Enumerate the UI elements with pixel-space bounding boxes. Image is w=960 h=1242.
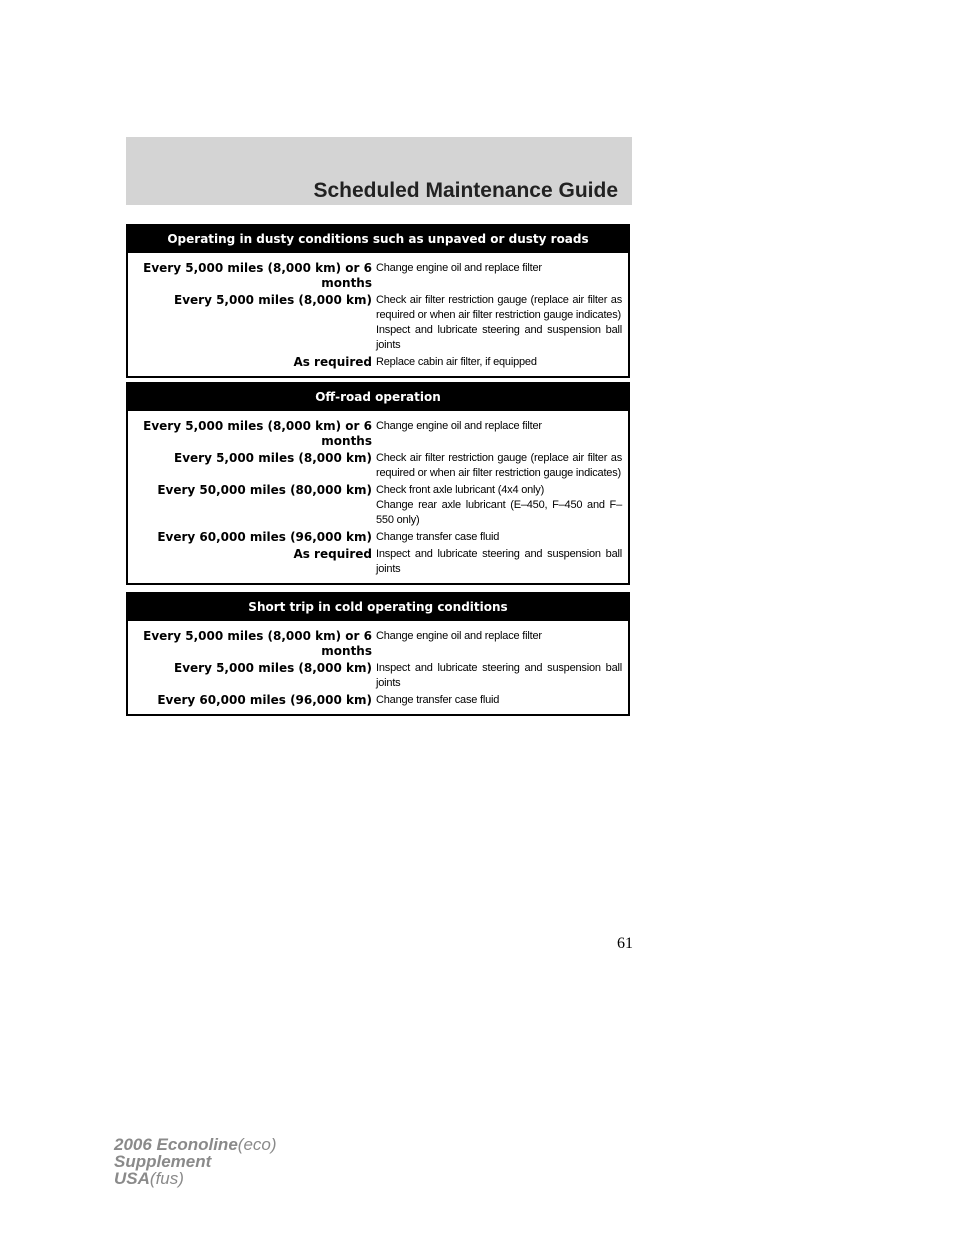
maintenance-table-dusty <box>126 224 630 378</box>
task-text: Inspect and lubricate steering and suspension ball joints <box>376 324 622 351</box>
maintenance-table-short-trip-cold <box>126 592 630 716</box>
table-heading: Short trip in cold operating conditions <box>128 594 628 621</box>
task-text: Check air filter restriction gauge (replace air filter as required or when air filter restriction gauge indicates) <box>376 452 622 479</box>
table-row <box>128 530 628 545</box>
footer-supplement: Supplement <box>114 1152 212 1171</box>
task-text: Inspect and lubricate steering and suspension ball joints <box>376 548 622 575</box>
header-band <box>126 137 632 205</box>
table-row <box>128 547 628 577</box>
interval-label: Every 5,000 miles (8,000 km) or 6 months <box>143 261 372 290</box>
task-text: Change transfer case fluid <box>376 694 500 706</box>
maintenance-table-off-road <box>126 382 630 585</box>
interval-label: Every 50,000 miles (80,000 km) <box>157 483 372 497</box>
table-row <box>128 629 628 659</box>
task-text: Check air filter restriction gauge (replace air filter as required or when air filter restriction gauge indicates) <box>376 294 622 321</box>
interval-label: Every 60,000 miles (96,000 km) <box>157 693 372 707</box>
interval-label: Every 5,000 miles (8,000 km) <box>174 451 372 465</box>
table-row <box>128 261 628 291</box>
interval-label: Every 5,000 miles (8,000 km) or 6 months <box>143 419 372 448</box>
task-text: Change engine oil and replace filter <box>376 630 542 642</box>
table-heading: Off-road operation <box>128 384 628 411</box>
interval-label: Every 5,000 miles (8,000 km) <box>174 293 372 307</box>
task-text: Change rear axle lubricant (E–450, F–450 and F–550 only) <box>376 499 622 526</box>
footer-model: 2006 Econoline <box>114 1135 238 1154</box>
task-text: Change engine oil and replace filter <box>376 420 542 432</box>
interval-label: Every 5,000 miles (8,000 km) <box>174 661 372 675</box>
table-row <box>128 483 628 528</box>
task-text: Replace cabin air filter, if equipped <box>376 356 537 368</box>
footer-market-code: (fus) <box>149 1169 184 1188</box>
interval-label: Every 5,000 miles (8,000 km) or 6 months <box>143 629 372 658</box>
interval-label: Every 60,000 miles (96,000 km) <box>157 530 372 544</box>
table-row <box>128 451 628 481</box>
table-heading: Operating in dusty conditions such as unpaved or dusty roads <box>128 226 628 253</box>
interval-label: As required <box>293 355 372 369</box>
table-row <box>128 355 628 370</box>
section-title: Scheduled Maintenance Guide <box>313 179 618 202</box>
task-text: Change transfer case fluid <box>376 531 500 543</box>
footer-model-code: (eco) <box>237 1135 277 1154</box>
page-number: 61 <box>617 935 633 952</box>
table-row <box>128 693 628 708</box>
table-row <box>128 661 628 691</box>
table-row <box>128 419 628 449</box>
task-text: Change engine oil and replace filter <box>376 262 542 274</box>
interval-label: As required <box>293 547 372 561</box>
footer-market: USA <box>114 1169 150 1188</box>
footer-doc-info <box>114 1136 277 1187</box>
table-row <box>128 293 628 353</box>
task-text: Check front axle lubricant (4x4 only) <box>376 484 545 496</box>
task-text: Inspect and lubricate steering and suspension ball joints <box>376 662 622 689</box>
